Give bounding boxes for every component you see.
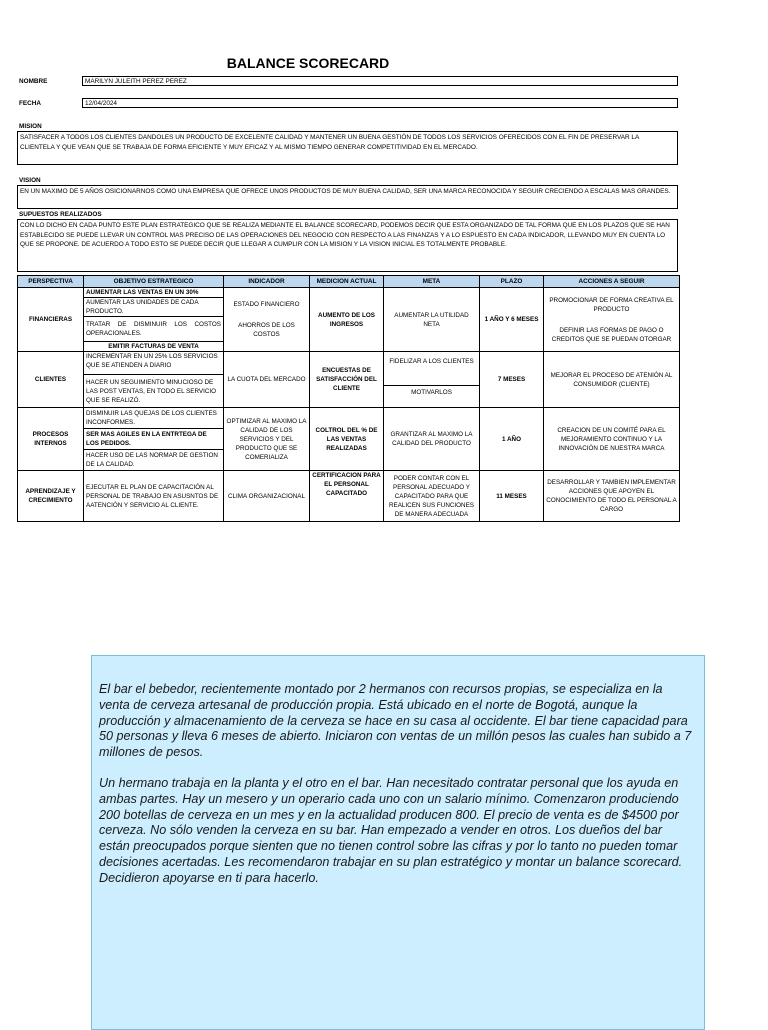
meta-cell xyxy=(384,352,480,408)
indicador-cell: CLIMA ORGANIZACIONAL xyxy=(224,471,310,522)
medicion-cell: COLTROL DEL % DE LAS VENTAS REALIZADAS xyxy=(310,408,384,471)
meta-motivarlos-text: MOTIVARLOS xyxy=(411,389,452,396)
header-acciones: ACCIONES A SEGUIR xyxy=(544,276,680,288)
acciones-cell: MEJORAR EL PROCESO DE ATENIÓN AL CONSUMIDOR (CLIENTE) xyxy=(544,352,680,408)
indicador-cell: OPTIMIZAR AL MAXIMO LA CALIDAD DE LOS SERVICIOS Y DEL PRODUCTO QUE SE COMERIALIZA xyxy=(224,408,310,471)
perspectiva-cell: FINANCIERAS xyxy=(18,288,84,352)
indicador-financiero-text: ESTADO FINANCIERO xyxy=(233,301,300,308)
objetivo-cell: HACER UN SEGUIMIENTO MINUCIOSO DE LAS POST VENTAS, EN TODO EL SERVICIO QUE SE REALIZÓ. xyxy=(84,375,224,408)
scorecard-table xyxy=(17,275,680,522)
acciones-cell: CREACION DE UN COMITÉ PARA EL MEJORAMIENTO CONTINUO Y LA INNOVACIÓN DE NUESTRA MARCA xyxy=(544,408,680,471)
accion-pago-text: DEFINIR LAS FORMAS DE PAGO O CREDITOS QUE SE PUEDAN OTORGAR xyxy=(551,326,672,343)
perspectiva-cell: PROCESOS INTERNOS xyxy=(18,408,84,471)
indicador-cell: LA CUOTA DEL MERCADO xyxy=(224,352,310,408)
supuestos-label: SUPUESTOS REALIZADOS xyxy=(19,211,102,218)
objetivo-cell: SER MAS AGILES EN LA ENTRTEGA DE LOS PEDIDOS. xyxy=(84,429,224,450)
mision-label: MISION xyxy=(19,123,42,130)
mision-text: SATISFACER A TODOS LOS CLIENTES DANDOLES UN PRODUCTO DE EXCELENTE CALIDAD Y MANTENER UN BUENA GESTIÓN DE TODOS LOS SERVICIOS OFERECIDOS CON EL FIN DE PRESERVAR LA CLIENTELA Y QUE VEAN QUE SE TRABAJA DE FORMA EFICIENTE Y MUY EFICAZ Y AL MISMO TIEMPO GENERAR COMPETITIVIDAD EN EL MERCADO. xyxy=(17,131,678,165)
medicion-cell: AUMENTO DE LOS INGRESOS xyxy=(310,288,384,352)
table-row xyxy=(18,352,680,375)
header-perspectiva: PERSPECTIVA xyxy=(18,276,84,288)
meta-cell: PODER CONTAR CON EL PERSONAL ADECUADO Y CAPACITADO PARA QUE REALICEN SUS FUNCIONES DE MANERA ADECUADA xyxy=(384,471,480,522)
table-row xyxy=(18,471,680,522)
table-header-row xyxy=(18,276,680,288)
plazo-cell: 1 AÑO xyxy=(480,408,544,471)
case-paragraph-2: Un hermano trabaja en la planta y el otro en el bar. Han necesitado contratar personal que los ayuda en ambas partes. Hay un mesero y un operario cada uno con un salario mínimo. Comenzaron produciendo 200 botellas de cerveza en un mes y en la actualidad producen 800. El precio de venta es de $4500 por cerveza. No sólo venden la cerveza en su bar. Han empezado a vender en otros. Los dueños del bar están preocupados porque sienten que no tienen control sobre las cifras y por lo tanto no pueden tomar decisiones acertadas. Les recomendaron trabajar en su plan estratégico y montar un balance scorecard. Decidieron apoyarse en ti para hacerlo. xyxy=(99,775,683,885)
perspectiva-cell: CLIENTES xyxy=(18,352,84,408)
plazo-cell: 1 AÑO Y 6 MESES xyxy=(480,288,544,352)
plazo-cell: 11 MESES xyxy=(480,471,544,522)
meta-cell: AUMENTAR LA UTILIDAD NETA xyxy=(384,288,480,352)
meta-fidelizar-text: FIDELIZAR A LOS CLIENTES xyxy=(384,356,479,386)
header-indicador: INDICADOR xyxy=(224,276,310,288)
nombre-label: NOMBRE xyxy=(19,78,48,85)
perspectiva-cell: APRENDIZAJE Y CRECIMIENTO xyxy=(18,471,84,522)
header-objetivo: OBJETIVO ESTRATEGICO xyxy=(84,276,224,288)
nombre-field[interactable]: MARILYN JULEITH PEREZ PEREZ xyxy=(82,76,678,86)
acciones-cell xyxy=(544,288,680,352)
fecha-label: FECHA xyxy=(19,100,42,107)
header-medicion: MEDICION ACTUAL xyxy=(310,276,384,288)
vision-text: EN UN MAXIMO DE 5 AÑOS OSICIONARNOS COMO UNA EMPRESA QUE OFRECE UNOS PRODUCTOS DE MUY BUENA CALIDAD, SER UNA MARCA RECONOCIDA Y SEGUIR CRECIENDO A ESCALAS MAS GRANDES. xyxy=(17,185,678,209)
objetivo-cell: TRATAR DE DISMINUIR LOS COSTOS OPERACIONALES. xyxy=(84,317,224,342)
meta-cell: GRANTIZAR AL MAXIMO LA CALIDAD DEL PRODUCTO xyxy=(384,408,480,471)
case-study-textbox xyxy=(91,655,705,1030)
vision-label: VISION xyxy=(19,177,41,184)
table-row xyxy=(18,288,680,298)
objetivo-cell: DISMINUIR LAS QUEJAS DE LOS CLIENTES INCONFORMES. xyxy=(84,408,224,429)
medicion-cell: ENCUESTAS DE SATISFACCIÓN DEL CLIENTE xyxy=(310,352,384,408)
supuestos-text: CON LO DICHO EN CADA PUNTO ESTE PLAN ESTRATEGICO QUE SE REALIZA MEDIANTE EL BALANCE SCORECARD, PODEMOS DECIR QUE ESTA ORGANIZADO DE TAL FORMA QUE EN LOS PLAZOS QUE SE HAN ESTABLECIDO SE PUEDE LLEVAR UN CONTROL MAS PRECISO DE LAS OPERACIONES DEL NEGOCIO CON RESPECTO A LAS FINANZAS Y A LO ESPUESTO EN CADA INDICADOR, LLEVANDO MUY EN CUENTA LO QUE SE PROPONE. DE ACUERDO A TODO ESTO SE PUEDE DECIR QUE LLEGAR A CUMPLIR CON LA MISION Y LA VISION INICIAL ES TOTALMENTE PROBABLE. xyxy=(17,219,678,272)
header-plazo: PLAZO xyxy=(480,276,544,288)
objetivo-cell: HACER USO DE LAS NORMAR DE GESTION DE LA CALIDAD. xyxy=(84,450,224,471)
page-title: BALANCE SCORECARD xyxy=(226,55,390,71)
table-row xyxy=(18,408,680,429)
fecha-field[interactable]: 12/04/2024 xyxy=(82,98,678,108)
objetivo-cell: AUMENTAR LAS UNIDADES DE CADA PRODUCTO. xyxy=(84,298,224,317)
objetivo-cell: EJECUTAR EL PLAN DE CAPACITACIÓN AL PERSONAL DE TRABAJO EN ASUSNTOS DE AATENCIÓN Y SERVICIO AL CLIENTE. xyxy=(84,471,224,522)
acciones-cell: DESARROLLAR Y TAMBIEN IMPLEMENTAR ACCIONES QUE APOYEN EL CONOCIMIENTO DE TODO EL PERSONAL A CARGO xyxy=(544,471,680,522)
objetivo-cell: INCREMENTAR EN UN 25% LOS SERVICIOS QUE SE ATIENDEN A DIARIO xyxy=(84,352,224,375)
plazo-cell: 7 MESES xyxy=(480,352,544,408)
objetivo-cell: EMITIR FACTURAS DE VENTA xyxy=(84,342,224,352)
header-meta: META xyxy=(384,276,480,288)
case-paragraph-1: El bar el bebedor, recientemente montado por 2 hermanos con recursos propias, se especializa en la venta de cerveza artesanal de producción propia. Está ubicado en el norte de Bogotá, aunque la producción y almacenamiento de la cerveza se hace en su casa al occidente. El bar tiene capacidad para 50 personas y lleva 6 meses de abierto. Iniciaron con ventas de un millón pesos las cuales han subido a 7 millones de pesos. xyxy=(99,682,692,760)
indicador-cell xyxy=(224,288,310,352)
accion-promocionar-text: PROMOCIONAR DE FORMA CREATIVA EL PRODUCTO xyxy=(549,296,674,313)
indicador-ahorros-text: AHORROS DE LOS COSTOS xyxy=(238,322,295,338)
medicion-cell: CERTIFICACION PARA EL PERSONAL CAPACITADO xyxy=(310,471,384,522)
objetivo-cell: AUMENTAR LAS VENTAS EN UN 30% xyxy=(84,288,224,298)
